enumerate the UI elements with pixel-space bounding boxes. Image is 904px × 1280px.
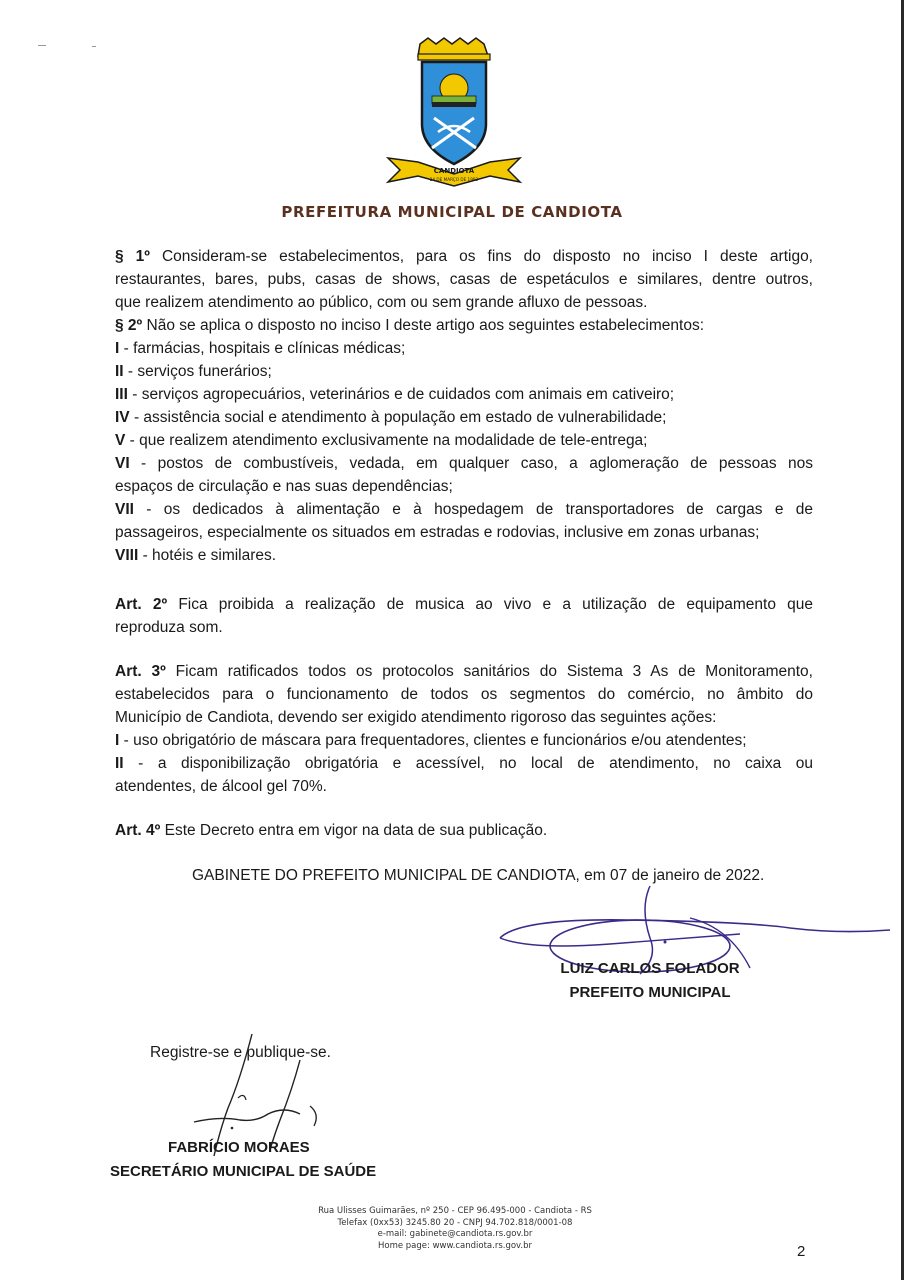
text-line: estabelecidos para o funcionamento de todos os segmentos do comércio, no âmbito do — [115, 686, 813, 703]
article-3 — [115, 660, 813, 798]
item-number: I — [115, 340, 120, 357]
item-number: VIII — [115, 547, 139, 564]
paragraph-number: § 1º — [115, 248, 150, 265]
article-text: Fica proibida a realização de musica ao vivo e a utilização de equipamento que — [167, 596, 813, 613]
text-line: atendentes, de álcool gel 70%. — [115, 778, 327, 795]
text-line: espaços de circulação e nas suas dependências; — [115, 478, 453, 495]
list-item — [115, 752, 813, 775]
text-line — [115, 593, 813, 616]
list-item — [115, 729, 813, 752]
article-number: Art. 2º — [115, 596, 168, 613]
text-line: passageiros, especialmente os situados em estradas e rodovias, inclusive em zonas urbanas; — [115, 524, 760, 541]
list-item — [115, 383, 813, 406]
item-text: - postos de combustíveis, vedada, em qualquer caso, a aglomeração de pessoas nos — [129, 455, 813, 472]
item-number: IV — [115, 409, 130, 426]
item-text: - a disponibilização obrigatória e acessível, no local de atendimento, no caixa ou — [123, 755, 813, 772]
svg-text:CANDIOTA: CANDIOTA — [433, 167, 475, 175]
svg-text:24 DE MARÇO DE 1992: 24 DE MARÇO DE 1992 — [429, 177, 479, 182]
item-number: II — [115, 363, 124, 380]
article-text: Ficam ratificados todos os protocolos sanitários do Sistema 3 As de Monitoramento, — [165, 663, 813, 680]
text-line: restaurantes, bares, pubs, casas de shows, casas de espetáculos e similares, dentre outros, — [115, 271, 813, 288]
item-text: - serviços funerários; — [123, 363, 272, 380]
footer-line: e-mail: gabinete@candiota.rs.gov.br — [377, 1229, 533, 1239]
item-number: VI — [115, 455, 130, 472]
text-line: que realizem atendimento ao público, com ou sem grande afluxo de pessoas. — [115, 294, 648, 311]
signatory-block — [555, 957, 745, 1005]
footer-line: Home page: www.candiota.rs.gov.br — [377, 1240, 533, 1251]
footer-line: Telefax (0xx53) 3245.80 20 - CNPJ 94.702.818/0001-08 — [337, 1217, 573, 1228]
registre-text: Registre-se e publique-se. — [150, 1044, 331, 1061]
text-line — [115, 660, 813, 683]
scan-speck — [38, 45, 46, 46]
item-number: III — [115, 386, 128, 403]
item-number: VII — [115, 501, 134, 518]
signatory-title: PREFEITO MUNICIPAL — [569, 984, 731, 1001]
text-line: reproduza som. — [115, 619, 223, 636]
article-4 — [115, 819, 813, 842]
item-number: V — [115, 432, 126, 449]
text-line — [115, 819, 813, 842]
signatory-name: LUIZ CARLOS FOLADOR — [560, 960, 740, 977]
secretary-name: FABRÍCIO MORAES — [168, 1139, 310, 1156]
footer-address — [290, 1206, 620, 1252]
article-number: Art. 3º — [115, 663, 166, 680]
text-line — [115, 314, 813, 337]
item-text: - os dedicados à alimentação e à hospedagem de transportadores de cargas e de — [133, 501, 813, 518]
paragraph-number: § 2º — [115, 317, 143, 334]
item-text: - farmácias, hospitais e clínicas médicas; — [119, 340, 406, 357]
secretary-title: SECRETÁRIO MUNICIPAL DE SAÚDE — [110, 1163, 377, 1180]
item-number: I — [115, 732, 120, 749]
list-item — [115, 429, 813, 452]
item-number: II — [115, 755, 124, 772]
secretary-block — [110, 1136, 376, 1184]
scan-speck — [92, 46, 96, 47]
list-item — [115, 452, 813, 475]
paragraph-text: Consideram-se estabelecimentos, para os fins do disposto no inciso I deste artigo, — [149, 248, 813, 265]
item-text: - assistência social e atendimento à população em estado de vulnerabilidade; — [129, 409, 667, 426]
paragraph-1 — [115, 245, 813, 567]
list-item — [115, 337, 813, 360]
gabinete-dateline: GABINETE DO PREFEITO MUNICIPAL DE CANDIOTA, em 07 de janeiro de 2022. — [192, 867, 765, 884]
item-text: - uso obrigatório de máscara para frequentadores, clientes e funcionários e/ou atendentes; — [119, 732, 747, 749]
footer-line: Rua Ulisses Guimarães, nº 250 - CEP 96.495-000 - Candiota - RS — [318, 1206, 592, 1216]
header-title: PREFEITURA MUNICIPAL DE CANDIOTA — [281, 203, 623, 221]
article-text: Este Decreto entra em vigor na data de sua publicação. — [160, 822, 548, 839]
list-item — [115, 544, 813, 567]
item-text: - que realizem atendimento exclusivamente na modalidade de tele-entrega; — [125, 432, 648, 449]
list-item — [115, 360, 813, 383]
municipal-crest-logo — [380, 36, 525, 188]
item-text: - hotéis e similares. — [138, 547, 277, 564]
list-item — [115, 498, 813, 521]
item-text: - serviços agropecuários, veterinários e de cuidados com animais em cativeiro; — [127, 386, 675, 403]
list-item — [115, 406, 813, 429]
paragraph-text: Não se aplica o disposto no inciso I deste artigo aos seguintes estabelecimentos: — [142, 317, 704, 334]
text-line: Município de Candiota, devendo ser exigido atendimento rigoroso das seguintes ações: — [115, 709, 717, 726]
article-2 — [115, 593, 813, 639]
text-line — [115, 245, 813, 268]
page-number: 2 — [797, 1243, 806, 1260]
article-number: Art. 4º — [115, 822, 161, 839]
